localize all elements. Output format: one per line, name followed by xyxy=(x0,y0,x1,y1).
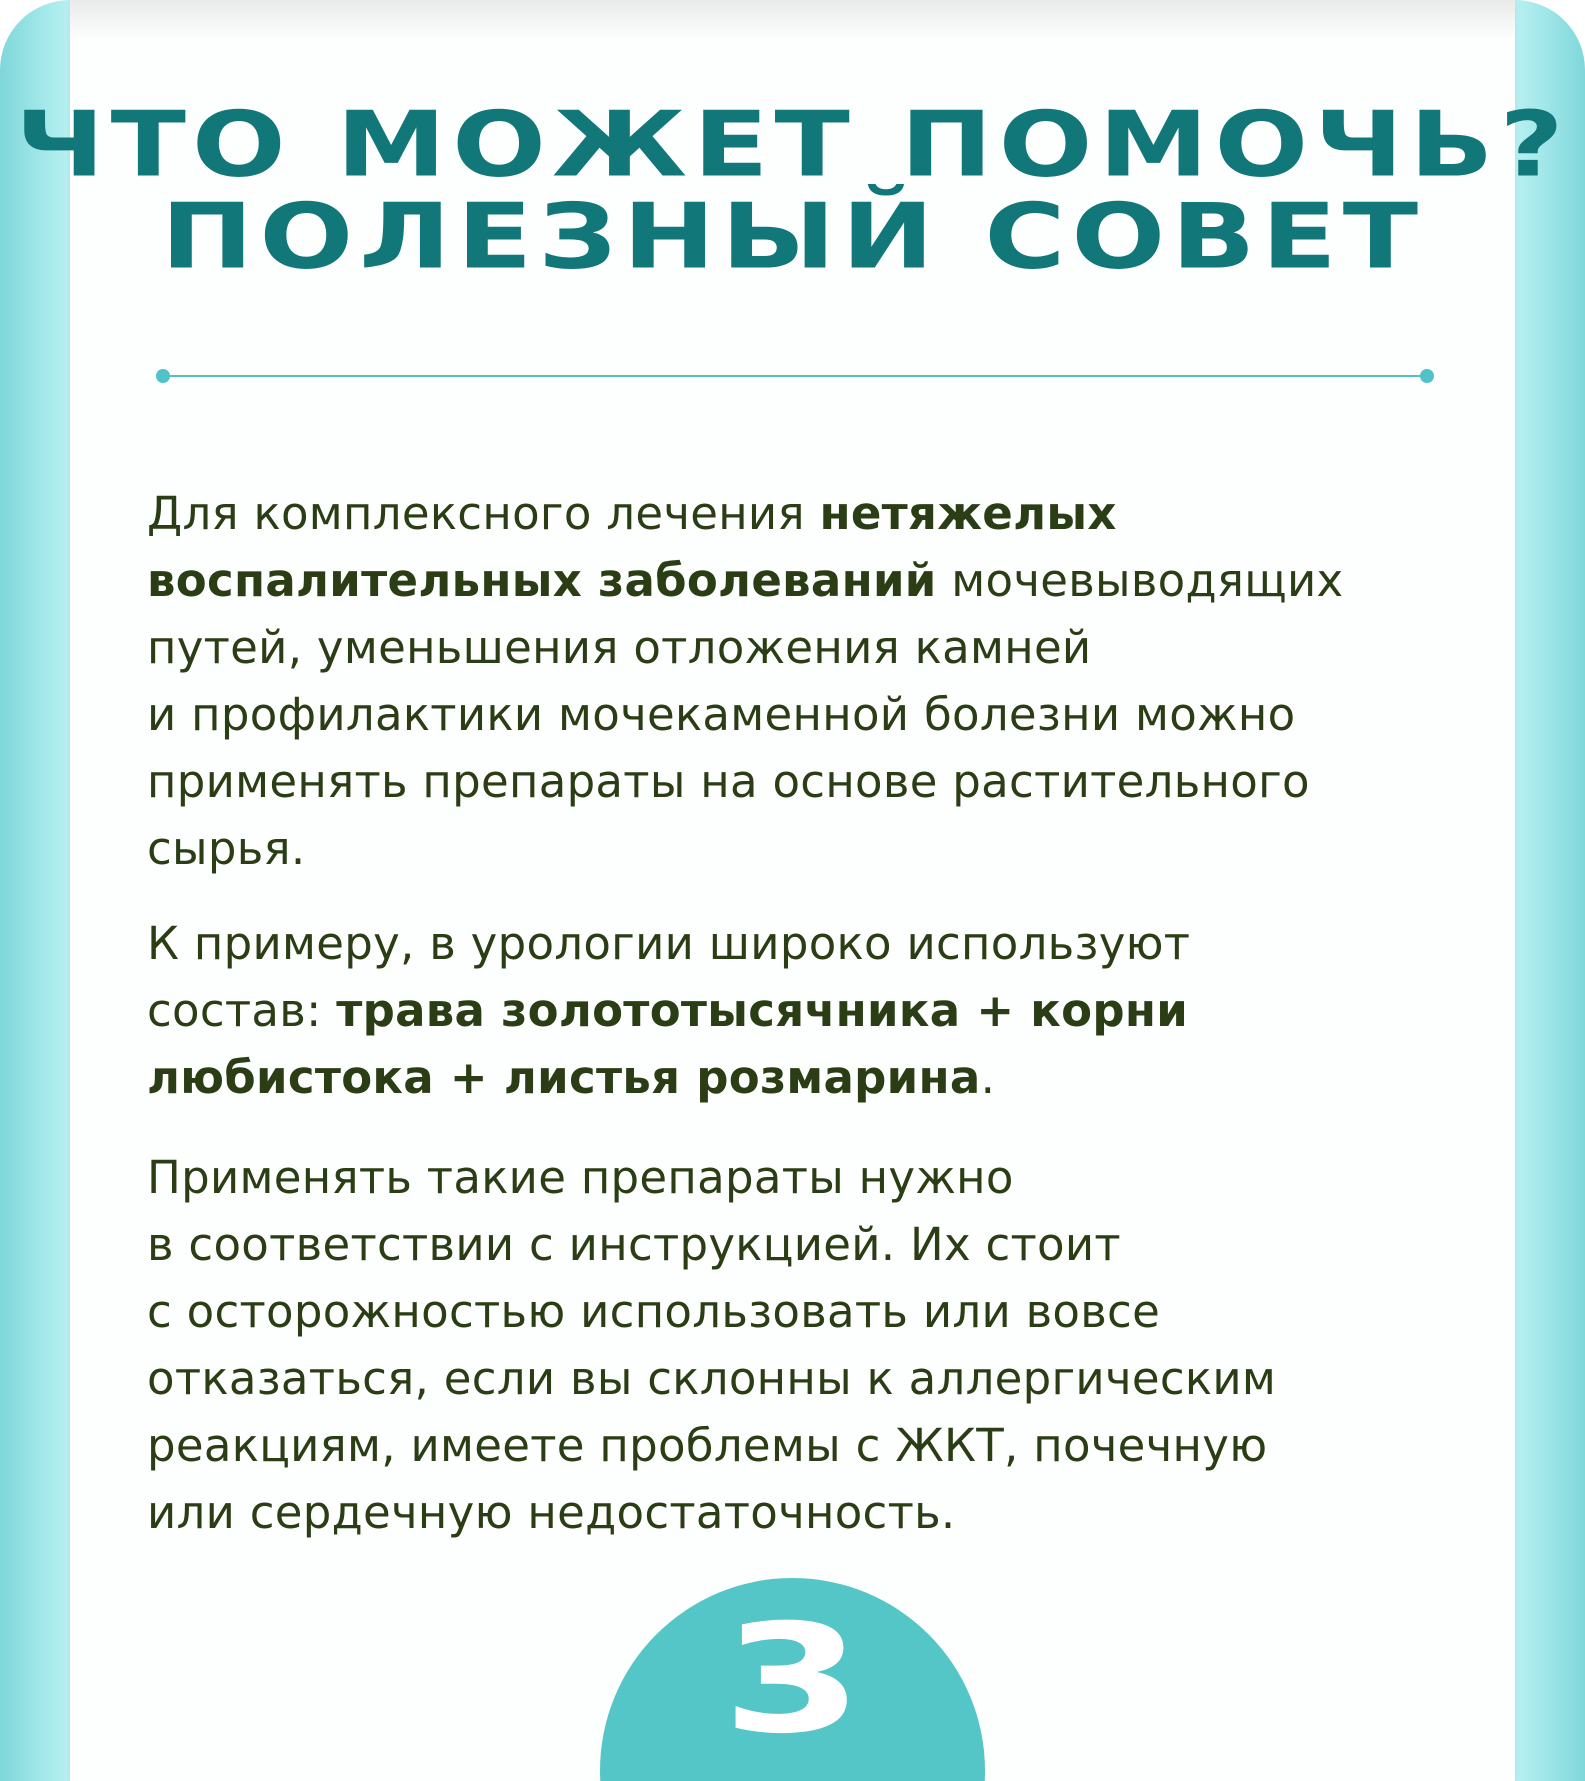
paragraph-3 xyxy=(147,1144,1477,1546)
page-title xyxy=(0,92,1585,290)
divider-line xyxy=(163,375,1427,377)
text-run: Применять такие препараты нужно xyxy=(147,1151,1014,1204)
paragraph-1 xyxy=(147,480,1477,882)
text-run: Для комплексного лечения xyxy=(147,487,820,540)
text-line xyxy=(147,1278,1477,1345)
text-run: мочевыводящих xyxy=(936,554,1344,607)
title-line-1: ЧТО МОЖЕТ ПОМОЧЬ? xyxy=(15,92,1570,198)
text-run: в соответствии с инструкцией. Их стоит xyxy=(147,1218,1121,1271)
text-line xyxy=(147,681,1477,748)
text-run: состав: xyxy=(147,984,337,1037)
text-line xyxy=(147,1345,1477,1412)
text-line xyxy=(147,1144,1477,1211)
text-run: сырья. xyxy=(147,822,306,875)
text-line xyxy=(147,480,1477,547)
text-run: и профилактики мочекаменной болезни можно xyxy=(147,688,1296,741)
text-run: реакциям, имеете проблемы с ЖКТ, почечную xyxy=(147,1419,1268,1472)
text-run: путей, уменьшения отложения камней xyxy=(147,621,1092,674)
text-line xyxy=(147,1479,1477,1546)
text-line xyxy=(147,977,1477,1044)
text-run: с осторожностью использовать или вовсе xyxy=(147,1285,1161,1338)
bold-text-run: трава золототысячника + корни xyxy=(336,984,1189,1037)
text-run: отказаться, если вы склонны к аллергическим xyxy=(147,1352,1277,1405)
divider-dot-right xyxy=(1420,369,1434,383)
text-line xyxy=(147,815,1477,882)
bold-text-run: любистока + листья розмарина xyxy=(147,1051,981,1104)
text-line xyxy=(147,748,1477,815)
text-line xyxy=(147,547,1477,614)
text-run: . xyxy=(980,1051,996,1104)
text-line xyxy=(147,1412,1477,1479)
text-run: или сердечную недостаточность. xyxy=(147,1486,956,1539)
text-run: применять препараты на основе растительного xyxy=(147,755,1310,808)
text-line xyxy=(147,614,1477,681)
text-line xyxy=(147,1211,1477,1278)
title-line-2: ПОЛЕЗНЫЙ СОВЕТ xyxy=(160,184,1425,290)
text-line xyxy=(147,1044,1477,1111)
bold-text-run: воспалительных заболеваний xyxy=(147,554,937,607)
text-line xyxy=(147,910,1477,977)
text-run: К примеру, в урологии широко используют xyxy=(147,917,1191,970)
divider-dot-left xyxy=(156,369,170,383)
bold-text-run: нетяжелых xyxy=(819,487,1117,540)
page-number: 3 xyxy=(722,1593,863,1767)
paragraph-2 xyxy=(147,910,1477,1111)
